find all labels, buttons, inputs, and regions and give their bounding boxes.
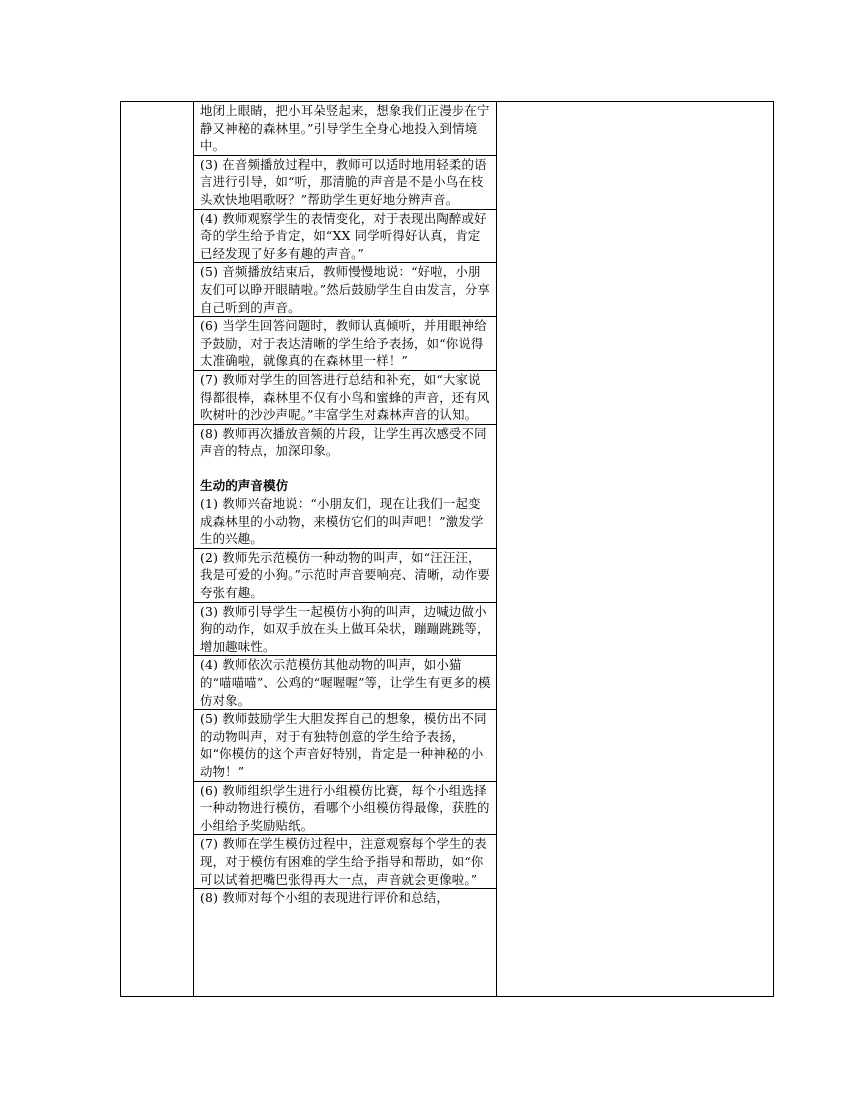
paragraph: (1) 教师兴奋地说：“小朋友们，现在让我们一起变成森林里的小动物，来模仿它们的叫声吧！”激发学生的兴趣。 <box>194 495 496 549</box>
paragraph: 地闭上眼睛，把小耳朵竖起来，想象我们正漫步在宁静又神秘的森林里。”引导学生全身心地投入到情境中。 <box>194 102 496 156</box>
left-column-cell <box>121 102 194 997</box>
paragraph: (7) 教师在学生模仿过程中，注意观察每个学生的表现，对于模仿有困难的学生给予指导和帮助，如“你可以试着把嘴巴张得再大一点，声音就会更像啦。” <box>194 835 496 889</box>
paragraph: (6) 当学生回答问题时，教师认真倾听，并用眼神给予鼓励，对于表达清晰的学生给予表扬，如“你说得太准确啦，就像真的在森林里一样！” <box>194 317 496 371</box>
process-column-cell <box>194 102 497 997</box>
paragraph: (2) 教师先示范模仿一种动物的叫声，如“汪汪汪，我是可爱的小狗。”示范时声音要响亮、清晰，动作要夸张有趣。 <box>194 549 496 603</box>
section-heading: 生动的声音模仿 <box>200 478 289 494</box>
right-column-cell <box>497 102 774 997</box>
paragraph: (4) 教师观察学生的表情变化，对于表现出陶醉或好奇的学生给予肯定，如“XX 同学听得好认真，肯定已经发现了好多有趣的声音。” <box>194 210 496 264</box>
paragraph: (5) 教师鼓励学生大胆发挥自己的想象，模仿出不同的动物叫声，对于有独特创意的学生给予表扬，如“你模仿的这个声音好特别，肯定是一种神秘的小动物！” <box>194 710 496 781</box>
paragraph: (8) 教师对每个小组的表现进行评价和总结， <box>200 890 449 906</box>
paragraph: (5) 音频播放结束后，教师慢慢地说：“好啦，小朋友们可以睁开眼睛啦。”然后鼓励学生自由发言，分享自己听到的声音。 <box>194 263 496 317</box>
paragraph: (3) 在音频播放过程中，教师可以适时地用轻柔的语言进行引导，如“听，那清脆的声音是不是小鸟在枝头欢快地唱歌呀？”帮助学生更好地分辨声音。 <box>194 156 496 210</box>
paragraph: (3) 教师引导学生一起模仿小狗的叫声，边喊边做小狗的动作，如双手放在头上做耳朵状，蹦蹦跳跳等，增加趣味性。 <box>194 603 496 657</box>
blank-line <box>200 460 492 478</box>
paragraph: (7) 教师对学生的回答进行总结和补充，如“大家说得都很棒，森林里不仅有小鸟和蜜蜂的声音，还有风吹树叶的沙沙声呢。”丰富学生对森林声音的认知。 <box>194 371 496 425</box>
lesson-plan-table <box>120 101 774 997</box>
paragraph: (6) 教师组织学生进行小组模仿比赛，每个小组选择一种动物进行模仿，看哪个小组模仿得最像，获胜的小组给予奖励贴纸。 <box>194 782 496 836</box>
paragraph: (4) 教师依次示范模仿其他动物的叫声，如小猫的“喵喵喵”、公鸡的“喔喔喔”等，让学生有更多的模仿对象。 <box>194 656 496 710</box>
table-row <box>121 102 774 997</box>
paragraph: (8) 教师再次播放音频的片段，让学生再次感受不同声音的特点，加深印象。 <box>200 425 487 459</box>
